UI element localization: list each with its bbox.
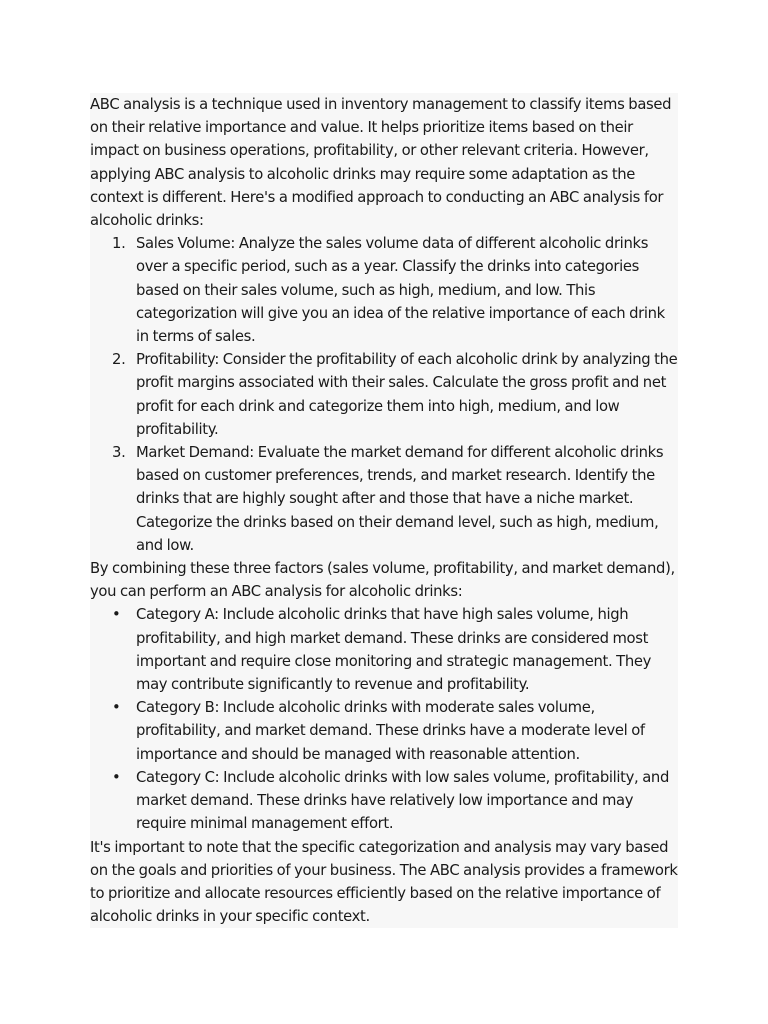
categories-list — [90, 603, 678, 835]
category-text: Category A: Include alcoholic drinks that have high sales volume, high profitability, and high market demand. These drinks are considered most important and require close monitoring and strategic management. They may contribute significantly to revenue and profitability. — [136, 606, 652, 694]
category-item-a — [90, 603, 678, 696]
list-number: 3. — [112, 444, 126, 462]
category-item-c — [90, 766, 678, 836]
factors-list — [90, 232, 678, 557]
document-page — [90, 93, 678, 928]
list-number: 2. — [112, 351, 126, 369]
factor-item-sales-volume — [90, 232, 678, 348]
bullet-icon: • — [112, 606, 121, 624]
intro-paragraph: ABC analysis is a technique used in inventory management to classify items based on their relative importance and value. It helps prioritize items based on their impact on business operations, profitability, or other relevant criteria. However, applying ABC analysis to alcoholic drinks may require some adaptation as the context is different. Here's a modified approach to conducting an ABC analysis for alcoholic drinks: — [90, 96, 672, 230]
category-text: Category C: Include alcoholic drinks with low sales volume, profitability, and market demand. These drinks have relatively low importance and may require minimal management effort. — [136, 768, 670, 833]
bullet-icon: • — [112, 768, 121, 786]
conclusion-paragraph: It's important to note that the specific categorization and analysis may vary based on the goals and priorities of your business. The ABC analysis provides a framework to prioritize and allocate resources efficiently based on the relative importance of alcoholic drinks in your specific context. — [90, 838, 678, 926]
category-item-b — [90, 696, 678, 766]
list-number: 1. — [112, 235, 126, 253]
factor-item-profitability — [90, 348, 678, 441]
factor-text: Market Demand: Evaluate the market demand for different alcoholic drinks based on customer preferences, trends, and market research. Identify the drinks that are highly sought after and those that have a niche market. Categorize the drinks based on their demand level, such as high, medium, and low. — [136, 444, 664, 554]
factor-text: Profitability: Consider the profitability of each alcoholic drink by analyzing the profit margins associated with their sales. Calculate the gross profit and net profit for each drink and categorize them into high, medium, and low profitability. — [136, 351, 678, 438]
factor-text: Sales Volume: Analyze the sales volume data of different alcoholic drinks over a specific period, such as a year. Classify the drinks into categories based on their sales volume, such as high, medium, and low. This categorization will give you an idea of the relative importance of each drink in terms of sales. — [136, 235, 665, 346]
category-text: Category B: Include alcoholic drinks with moderate sales volume, profitability, and market demand. These drinks have a moderate level of importance and should be managed with reasonable attention. — [136, 699, 645, 763]
combining-paragraph: By combining these three factors (sales volume, profitability, and market demand), you can perform an ABC analysis for alcoholic drinks: — [90, 560, 675, 601]
factor-item-market-demand — [90, 441, 678, 557]
bullet-icon: • — [112, 699, 121, 717]
